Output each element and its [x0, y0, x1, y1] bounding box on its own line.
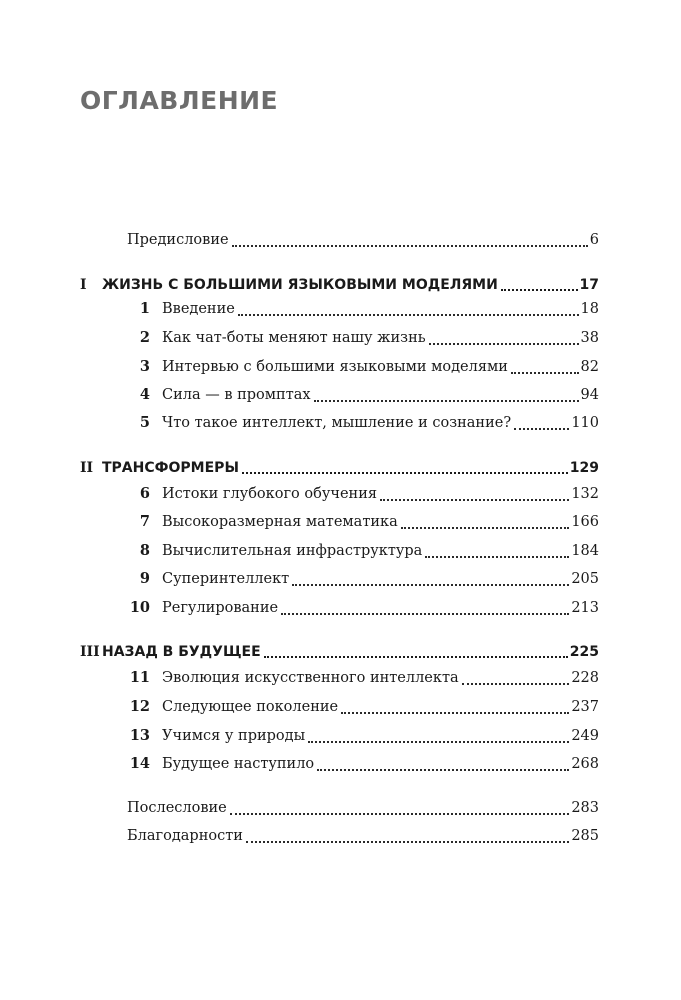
toc-entry-acknowledgements[interactable]: [127, 825, 599, 847]
dot-leader: [514, 428, 569, 430]
chapter-label: Учимся у природы: [162, 728, 306, 744]
dot-leader: [341, 712, 569, 714]
dot-leader: [501, 289, 578, 291]
part-title: ЖИЗНЬ С БОЛЬШИМИ ЯЗЫКОВЫМИ МОДЕЛЯМИ: [102, 277, 498, 293]
chapter-page: 268: [571, 756, 599, 772]
chapter-label: Регулирование: [162, 600, 279, 616]
chapter-page: 184: [571, 543, 599, 559]
dot-leader: [511, 372, 579, 374]
toc-chapter-13[interactable]: [128, 725, 599, 747]
chapter-number: 9: [139, 570, 150, 587]
chapter-number: 10: [129, 599, 150, 616]
entry-page: 283: [571, 800, 599, 816]
chapter-page: 237: [571, 699, 599, 715]
entry-page: 6: [589, 232, 599, 248]
toc-chapter-6[interactable]: [128, 483, 599, 505]
toc-chapter-8[interactable]: [128, 540, 599, 562]
dot-leader: [232, 245, 588, 247]
chapter-page: 132: [571, 486, 599, 502]
chapter-label: Суперинтеллект: [162, 571, 290, 587]
chapter-page: 205: [571, 571, 599, 587]
toc-chapter-1[interactable]: [128, 298, 599, 320]
dot-leader: [292, 584, 569, 586]
chapter-number: 6: [139, 485, 150, 502]
toc-chapter-2[interactable]: [128, 327, 599, 349]
chapter-label: Введение: [162, 301, 235, 317]
chapter-label: Эволюция искусственного интеллекта: [162, 670, 459, 686]
page-title: ОГЛАВЛЕНИЕ: [80, 86, 279, 115]
toc-chapter-4[interactable]: [128, 384, 599, 406]
chapter-number: 7: [139, 513, 150, 530]
toc-chapter-5[interactable]: [128, 412, 599, 434]
toc-chapter-9[interactable]: [128, 568, 599, 590]
part-title: НАЗАД В БУДУЩЕЕ: [102, 644, 261, 660]
chapter-page: 94: [580, 387, 599, 403]
part-page: 129: [569, 460, 599, 476]
part-page: 17: [579, 277, 599, 293]
chapter-page: 249: [571, 728, 599, 744]
dot-leader: [230, 813, 570, 815]
toc-chapter-12[interactable]: [128, 696, 599, 718]
part-numeral: III: [80, 644, 100, 660]
toc-entry-afterword[interactable]: [127, 797, 599, 819]
dot-leader: [246, 841, 569, 843]
chapter-label: Истоки глубокого обучения: [162, 486, 378, 502]
chapter-label: Интервью с большими языковыми моделями: [162, 359, 508, 375]
chapter-label: Следующее поколение: [162, 699, 339, 715]
entry-label: Благодарности: [127, 828, 243, 844]
chapter-label: Что такое интеллект, мышление и сознание?: [162, 415, 512, 431]
chapter-label: Вычислительная инфраструктура: [162, 543, 423, 559]
chapter-number: 3: [139, 358, 150, 375]
chapter-label: Высокоразмерная математика: [162, 514, 398, 530]
toc-part-2[interactable]: [80, 457, 599, 479]
dot-leader: [425, 556, 569, 558]
chapter-number: 11: [129, 669, 150, 686]
part-page: 225: [569, 644, 599, 660]
dot-leader: [462, 683, 570, 685]
chapter-number: 2: [139, 329, 150, 346]
toc-chapter-14[interactable]: [128, 753, 599, 775]
entry-label: Послесловие: [127, 800, 227, 816]
dot-leader: [308, 741, 569, 743]
toc-chapter-10[interactable]: [128, 597, 599, 619]
dot-leader: [317, 769, 569, 771]
chapter-page: 166: [571, 514, 599, 530]
toc-chapter-11[interactable]: [128, 667, 599, 689]
chapter-number: 8: [139, 542, 150, 559]
chapter-page: 228: [571, 670, 599, 686]
part-numeral: I: [80, 277, 87, 293]
part-title: ТРАНСФОРМЕРЫ: [102, 460, 239, 476]
toc-entry-preface[interactable]: [127, 229, 599, 251]
dot-leader: [281, 613, 569, 615]
chapter-page: 18: [580, 301, 599, 317]
chapter-page: 213: [571, 600, 599, 616]
dot-leader: [401, 527, 570, 529]
chapter-label: Сила — в промптах: [162, 387, 311, 403]
chapter-number: 1: [139, 300, 150, 317]
chapter-number: 4: [139, 386, 150, 403]
chapter-number: 13: [129, 727, 150, 744]
dot-leader: [264, 656, 568, 658]
part-numeral: II: [80, 460, 94, 476]
dot-leader: [380, 499, 569, 501]
chapter-page: 82: [580, 359, 599, 375]
toc-part-1[interactable]: [80, 274, 599, 296]
dot-leader: [242, 472, 568, 474]
chapter-page: 110: [571, 415, 599, 431]
entry-label: Предисловие: [127, 232, 229, 248]
chapter-number: 14: [129, 755, 150, 772]
dot-leader: [238, 314, 579, 316]
entry-page: 285: [571, 828, 599, 844]
chapter-label: Как чат-боты меняют нашу жизнь: [162, 330, 426, 346]
toc-chapter-7[interactable]: [128, 511, 599, 533]
chapter-page: 38: [580, 330, 599, 346]
toc-part-3[interactable]: [80, 641, 599, 663]
chapter-number: 12: [129, 698, 150, 715]
chapter-label: Будущее наступило: [162, 756, 315, 772]
chapter-number: 5: [139, 414, 150, 431]
dot-leader: [429, 343, 579, 345]
toc-chapter-3[interactable]: [128, 356, 599, 378]
dot-leader: [314, 400, 579, 402]
